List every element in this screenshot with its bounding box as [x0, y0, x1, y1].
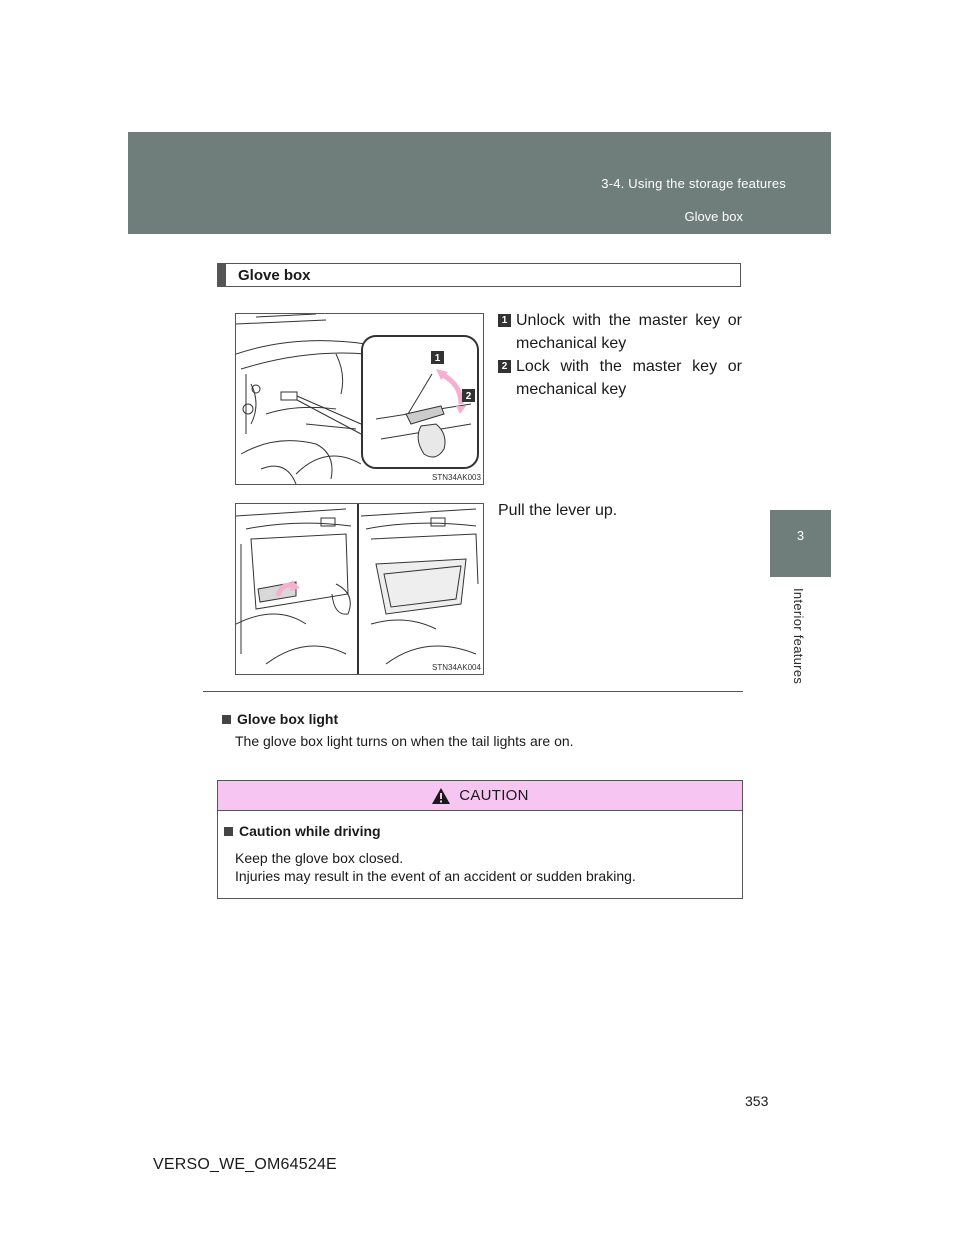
section-heading	[217, 263, 741, 287]
figure-open-lever	[235, 503, 484, 675]
header-band	[128, 132, 831, 234]
section-heading-text: Glove box	[238, 266, 311, 284]
caution-header	[218, 781, 742, 811]
caution-line-2: Injuries may result in the event of an accident or sudden braking.	[235, 868, 636, 884]
bullet-square-icon	[224, 827, 233, 836]
caution-title: CAUTION	[459, 787, 529, 804]
warning-triangle-icon	[431, 787, 451, 805]
step-2	[498, 355, 742, 401]
divider	[203, 691, 743, 692]
caution-box	[217, 780, 743, 899]
figure1-callout-2: 2	[465, 391, 472, 402]
step-1	[498, 309, 742, 355]
header-subsection-title: Glove box	[684, 209, 743, 224]
step-2-number: 2	[498, 360, 511, 373]
figure-key-lock-illustration	[236, 314, 483, 484]
chapter-tab[interactable]	[770, 510, 831, 577]
page-number: 353	[745, 1093, 769, 1109]
caution-subtitle	[224, 823, 381, 839]
note-title: Glove box light	[237, 711, 339, 727]
figure-open-lever-illustration	[236, 504, 483, 674]
figure1-code: STN34AK003	[432, 473, 481, 482]
figure1-callout-1: 1	[434, 353, 441, 364]
figure2-code: STN34AK004	[432, 663, 481, 672]
chapter-number: 3	[796, 528, 805, 543]
caution-subtitle-text: Caution while driving	[239, 823, 381, 839]
note-body: The glove box light turns on when the tail lights are on.	[235, 733, 574, 749]
caution-line-1: Keep the glove box closed.	[235, 850, 404, 866]
document-code: VERSO_WE_OM64524E	[153, 1156, 337, 1173]
instruction-text: Pull the lever up.	[498, 502, 618, 519]
step-1-number: 1	[498, 314, 511, 327]
section-heading-bar	[218, 264, 226, 286]
step-2-text: Lock with the master key or mechanical key	[516, 358, 742, 398]
step-1-text: Unlock with the master key or mechanical key	[516, 312, 742, 352]
caution-text	[235, 849, 636, 885]
chapter-label: Interior features	[791, 588, 806, 685]
note-heading	[222, 711, 338, 727]
header-section-title: 3-4. Using the storage features	[601, 176, 786, 191]
bullet-square-icon	[222, 715, 231, 724]
figure-key-lock	[235, 313, 484, 485]
